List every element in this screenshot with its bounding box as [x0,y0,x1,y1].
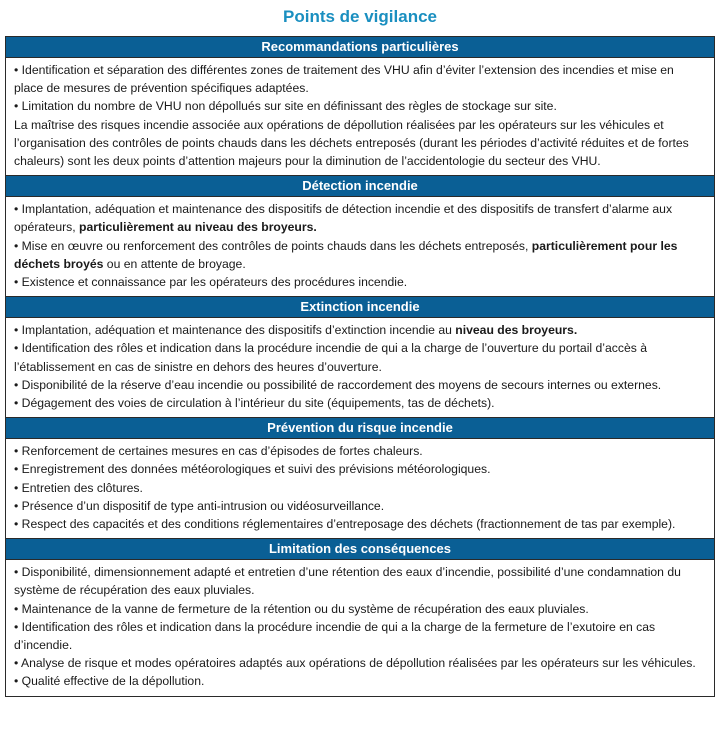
list-item: • Limitation du nombre de VHU non dépollués sur site en définissant des règles de stockage sur site. [14,99,557,114]
list-item: • Identification des rôles et indication dans la procédure incendie de qui a la charge de la fermeture de l’exutoire en cas d’incendie. [14,619,656,653]
section-body [6,439,714,538]
section-header: Limitation des conséquences [6,538,714,560]
section-header: Extinction incendie [6,296,714,318]
paragraph: La maîtrise des risques incendie associée aux opérations de dépollution réalisées par les opérateurs sur les véhicules et l’organisation des contrôles de points chauds dans les déchets entreposés (durant les périodes d’activité réduites et de fortes chaleurs) sont les deux points d’attention majeurs pour la diminution de l’accidentologie du secteur des VHU. [14,117,689,169]
section-body [6,197,714,296]
list-item: • Mise en œuvre ou renforcement des contrôles de points chauds dans les déchets entreposés, particulièrement pour les déchets broyés ou en attente de broyage. [14,238,678,271]
list-item: • Identification et séparation des différentes zones de traitement des VHU afin d’éviter l’extension des incendies et mise en place de mesures de prévention spécifiques adaptées. [14,63,674,96]
list-item: • Dégagement des voies de circulation à l’intérieur du site (équipements, tas de déchets). [14,396,495,411]
list-item: • Présence d’un dispositif de type anti-intrusion ou vidéosurveillance. [14,498,385,513]
list-item: • Implantation, adéquation et maintenance des dispositifs de détection incendie et des dispositifs de transfert d’alarme aux opérateurs, particulièrement au niveau des broyeurs. [14,202,673,235]
section-detection [6,175,714,296]
list-item: • Disponibilité de la réserve d’eau incendie ou possibilité de raccordement des moyens de secours internes ou externes. [14,377,662,392]
list-item: • Identification des rôles et indication dans la procédure incendie de qui a la charge de l’ouverture du portail d’accès à l’établissement en cas de sinistre en dehors des heures d’ouverture. [14,341,647,374]
section-header: Recommandations particulières [6,37,714,58]
list-item: • Renforcement de certaines mesures en cas d’épisodes de fortes chaleurs. [14,444,423,459]
list-item: • Entretien des clôtures. [14,480,143,495]
section-body [6,560,714,695]
section-header: Prévention du risque incendie [6,417,714,439]
section-extinction [6,296,714,417]
list-item: • Implantation, adéquation et maintenance des dispositifs d’extinction incendie au niveau des broyeurs. [14,323,578,338]
list-item: • Qualité effective de la dépollution. [14,674,205,689]
section-prevention [6,417,714,538]
section-limitation [6,538,714,695]
list-item: • Maintenance de la vanne de fermeture de la rétention ou du système de récupération des eaux pluviales. [14,601,589,616]
list-item: • Analyse de risque et modes opératoires adaptés aux opérations de dépollution réalisées par les opérateurs sur les véhicules. [14,656,696,671]
section-header: Détection incendie [6,175,714,197]
page-title: Points de vigilance [283,7,437,26]
list-item: • Enregistrement des données météorologiques et suivi des prévisions météorologiques. [14,462,491,477]
list-item: • Disponibilité, dimensionnement adapté et entretien d’une rétention des eaux d’incendie, possibilité d’une condamnation du système de récupération des eaux pluviales. [14,565,681,598]
section-body [6,318,714,417]
list-item: • Existence et connaissance par les opérateurs des procédures incendie. [14,275,408,290]
section-body [6,58,714,175]
list-item: • Respect des capacités et des conditions réglementaires d’entreposage des déchets (fractionnement de tas par exemple). [14,517,676,532]
vigilance-table [5,36,715,697]
section-recommandations [6,37,714,175]
